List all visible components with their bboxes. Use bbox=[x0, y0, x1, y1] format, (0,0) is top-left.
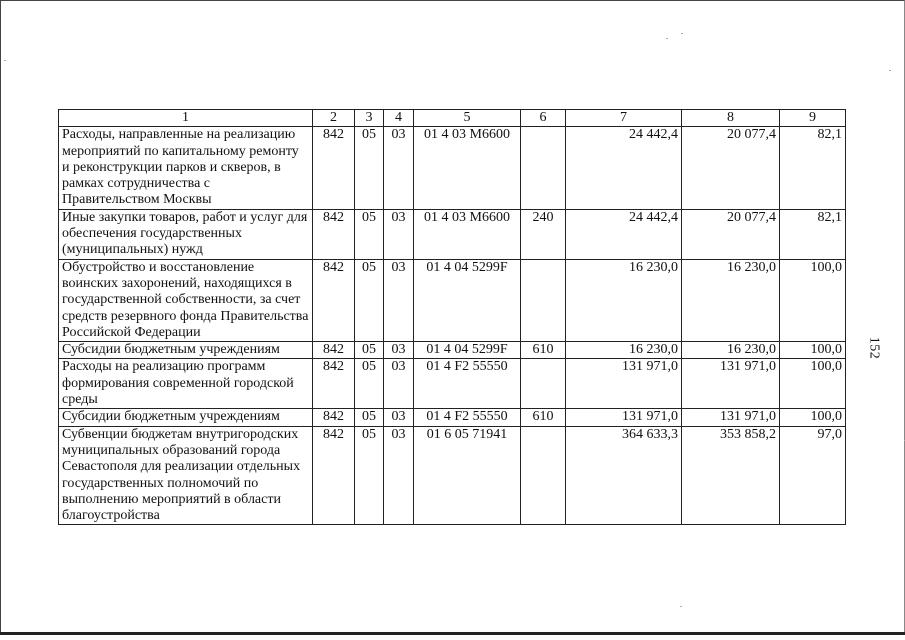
column-header: 6 bbox=[521, 110, 566, 127]
table-row bbox=[59, 259, 846, 341]
pr-cell: 03 bbox=[384, 342, 414, 359]
csr-cell: 01 6 05 71941 bbox=[414, 426, 521, 525]
csr-cell: 01 4 F2 55550 bbox=[414, 409, 521, 426]
pr-cell: 03 bbox=[384, 127, 414, 209]
fact-cell: 131 971,0 bbox=[682, 359, 780, 409]
csr-cell: 01 4 04 5299F bbox=[414, 259, 521, 341]
pr-cell: 03 bbox=[384, 409, 414, 426]
fact-cell: 16 230,0 bbox=[682, 342, 780, 359]
csr-cell: 01 4 03 М6600 bbox=[414, 127, 521, 209]
percent-cell: 100,0 bbox=[780, 409, 846, 426]
table-row bbox=[59, 426, 846, 525]
plan-cell: 131 971,0 bbox=[566, 409, 682, 426]
budget-table bbox=[58, 109, 846, 525]
rz-cell: 05 bbox=[355, 342, 384, 359]
row-name-cell: Субсидии бюджетным учреждениям bbox=[59, 342, 313, 359]
ved-cell: 842 bbox=[313, 359, 355, 409]
vr-cell: 610 bbox=[521, 409, 566, 426]
column-header: 7 bbox=[566, 110, 682, 127]
rz-cell: 05 bbox=[355, 127, 384, 209]
rz-cell: 05 bbox=[355, 409, 384, 426]
plan-cell: 24 442,4 bbox=[566, 209, 682, 259]
fact-cell: 131 971,0 bbox=[682, 409, 780, 426]
scan-speck bbox=[4, 60, 6, 61]
table-header-row bbox=[59, 110, 846, 127]
column-header: 8 bbox=[682, 110, 780, 127]
column-header: 5 bbox=[414, 110, 521, 127]
vr-cell bbox=[521, 127, 566, 209]
percent-cell: 82,1 bbox=[780, 209, 846, 259]
row-name-cell: Субвенции бюджетам внутригородских муниципальных образований города Севастополя для реализации отдельных государственных полномочий по выполнению мероприятий в области благоустройства bbox=[59, 426, 313, 525]
ved-cell: 842 bbox=[313, 259, 355, 341]
fact-cell: 16 230,0 bbox=[682, 259, 780, 341]
scan-speck bbox=[680, 606, 682, 607]
column-header: 2 bbox=[313, 110, 355, 127]
vr-cell bbox=[521, 359, 566, 409]
table-row bbox=[59, 359, 846, 409]
plan-cell: 16 230,0 bbox=[566, 342, 682, 359]
column-header: 4 bbox=[384, 110, 414, 127]
pr-cell: 03 bbox=[384, 209, 414, 259]
vr-cell: 240 bbox=[521, 209, 566, 259]
row-name-cell: Обустройство и восстановление воинских захоронений, находящихся в государственной собственности, за счет средств резервного фонда Правительства Российской Федерации bbox=[59, 259, 313, 341]
plan-cell: 131 971,0 bbox=[566, 359, 682, 409]
plan-cell: 24 442,4 bbox=[566, 127, 682, 209]
vr-cell bbox=[521, 426, 566, 525]
scan-speck bbox=[889, 70, 891, 71]
ved-cell: 842 bbox=[313, 409, 355, 426]
page-number: 152 bbox=[866, 336, 882, 360]
column-header: 3 bbox=[355, 110, 384, 127]
plan-cell: 364 633,3 bbox=[566, 426, 682, 525]
table-row bbox=[59, 342, 846, 359]
scan-speck bbox=[681, 33, 683, 34]
ved-cell: 842 bbox=[313, 209, 355, 259]
csr-cell: 01 4 F2 55550 bbox=[414, 359, 521, 409]
fact-cell: 20 077,4 bbox=[682, 209, 780, 259]
row-name-cell: Расходы на реализацию программ формирования современной городской среды bbox=[59, 359, 313, 409]
ved-cell: 842 bbox=[313, 426, 355, 525]
rz-cell: 05 bbox=[355, 359, 384, 409]
row-name-cell: Иные закупки товаров, работ и услуг для обеспечения государственных (муниципальных) нужд bbox=[59, 209, 313, 259]
percent-cell: 100,0 bbox=[780, 342, 846, 359]
scan-speck bbox=[666, 38, 668, 39]
pr-cell: 03 bbox=[384, 426, 414, 525]
csr-cell: 01 4 04 5299F bbox=[414, 342, 521, 359]
table-row bbox=[59, 127, 846, 209]
percent-cell: 100,0 bbox=[780, 259, 846, 341]
table-row bbox=[59, 209, 846, 259]
pr-cell: 03 bbox=[384, 259, 414, 341]
column-header: 1 bbox=[59, 110, 313, 127]
table-row bbox=[59, 409, 846, 426]
plan-cell: 16 230,0 bbox=[566, 259, 682, 341]
rz-cell: 05 bbox=[355, 426, 384, 525]
percent-cell: 82,1 bbox=[780, 127, 846, 209]
pr-cell: 03 bbox=[384, 359, 414, 409]
column-header: 9 bbox=[780, 110, 846, 127]
row-name-cell: Расходы, направленные на реализацию мероприятий по капитальному ремонту и реконструкции парков и скверов, в рамках сотрудничества с Правительством Москвы bbox=[59, 127, 313, 209]
ved-cell: 842 bbox=[313, 127, 355, 209]
fact-cell: 20 077,4 bbox=[682, 127, 780, 209]
rz-cell: 05 bbox=[355, 259, 384, 341]
ved-cell: 842 bbox=[313, 342, 355, 359]
percent-cell: 100,0 bbox=[780, 359, 846, 409]
scan-edge bbox=[0, 632, 905, 635]
percent-cell: 97,0 bbox=[780, 426, 846, 525]
vr-cell: 610 bbox=[521, 342, 566, 359]
fact-cell: 353 858,2 bbox=[682, 426, 780, 525]
vr-cell bbox=[521, 259, 566, 341]
rz-cell: 05 bbox=[355, 209, 384, 259]
row-name-cell: Субсидии бюджетным учреждениям bbox=[59, 409, 313, 426]
csr-cell: 01 4 03 М6600 bbox=[414, 209, 521, 259]
